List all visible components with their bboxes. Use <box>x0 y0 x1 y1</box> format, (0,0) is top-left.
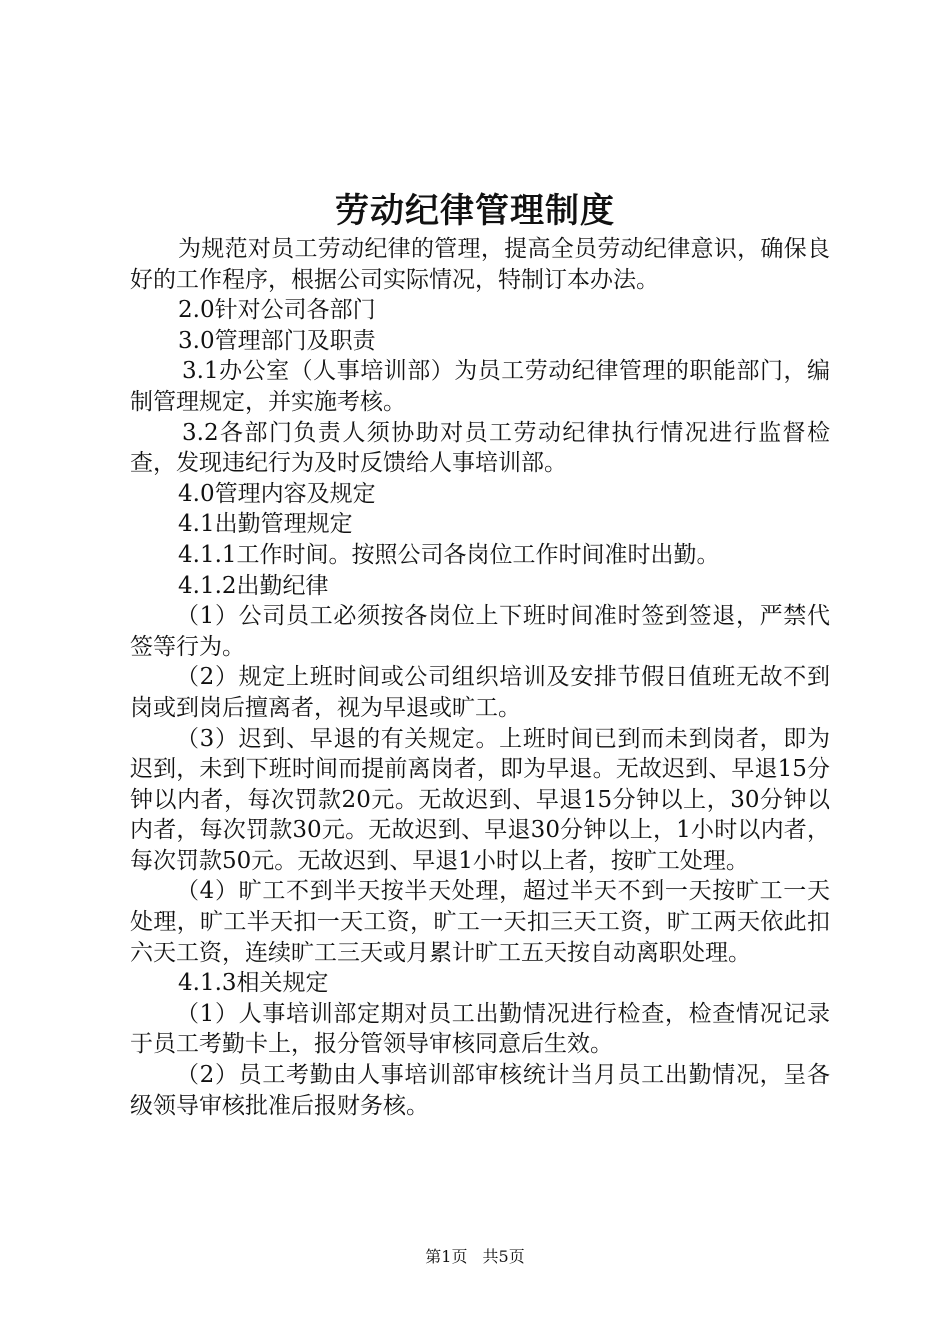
paragraph-item-2: （2）规定上班时间或公司组织培训及安排节假日值班无故不到岗或到岗后擅离者，视为早退或旷工。 <box>130 664 830 721</box>
page-number: 第1页 <box>425 1247 468 1266</box>
paragraph-section-4-1-3: 4.1.3相关规定 <box>178 970 329 997</box>
paragraph-section-4-0: 4.0管理内容及规定 <box>178 480 376 507</box>
paragraph-section-3-2: 3.2各部门负责人须协助对员工劳动纪律执行情况进行监督检查，发现违纪行为及时反馈给人事培训部。 <box>130 419 830 477</box>
paragraph-item-1: （1）公司员工必须按各岗位上下班时间准时签到签退，严禁代签等行为。 <box>130 603 830 660</box>
document-body <box>130 234 830 1121</box>
paragraph-section-4-1: 4.1出勤管理规定 <box>178 511 353 538</box>
page-total: 共5页 <box>482 1247 525 1266</box>
paragraph-intro: 为规范对员工劳动纪律的管理，提高全员劳动纪律意识，确保良好的工作程序，根据公司实际情况，特制订本办法。 <box>130 236 830 293</box>
document-title: 劳动纪律管理制度 <box>335 191 615 231</box>
paragraph-section-3-1: 3.1办公室（人事培训部）为员工劳动纪律管理的职能部门，编制管理规定，并实施考核。 <box>130 358 830 415</box>
paragraph-section-4-1-2: 4.1.2出勤纪律 <box>178 572 329 599</box>
paragraph-section-2-0: 2.0针对公司各部门 <box>178 297 376 324</box>
paragraph-section-4-1-1: 4.1.1工作时间。按照公司各岗位工作时间准时出勤。 <box>178 541 720 568</box>
paragraph-item-3: （3）迟到、早退的有关规定。上班时间已到而未到岗者，即为迟到，未到下班时间而提前离岗者，即为早退。无故迟到、早退15分钟以内者，每次罚款20元。无故迟到、早退15分钟以上，30分钟以内者，每次罚款30元。无故迟到、早退30分钟以上，1小时以内者，每次罚款50元。无故迟到、早退1小时以上者，按旷工处理。 <box>130 725 830 874</box>
paragraph-item-4: （4）旷工不到半天按半天处理，超过半天不到一天按旷工一天处理，旷工半天扣一天工资，旷工一天扣三天工资，旷工两天依此扣六天工资，连续旷工三天或月累计旷工五天按自动离职处理。 <box>130 878 830 966</box>
paragraph-rule-2: （2）员工考勤由人事培训部审核统计当月员工出勤情况，呈各级领导审核批准后报财务核。 <box>130 1062 830 1119</box>
page-footer <box>0 1244 950 1267</box>
paragraph-rule-1: （1）人事培训部定期对员工出勤情况进行检查，检查情况记录于员工考勤卡上，报分管领导审核同意后生效。 <box>130 1000 830 1058</box>
paragraph-section-3-0: 3.0管理部门及职责 <box>178 327 376 354</box>
